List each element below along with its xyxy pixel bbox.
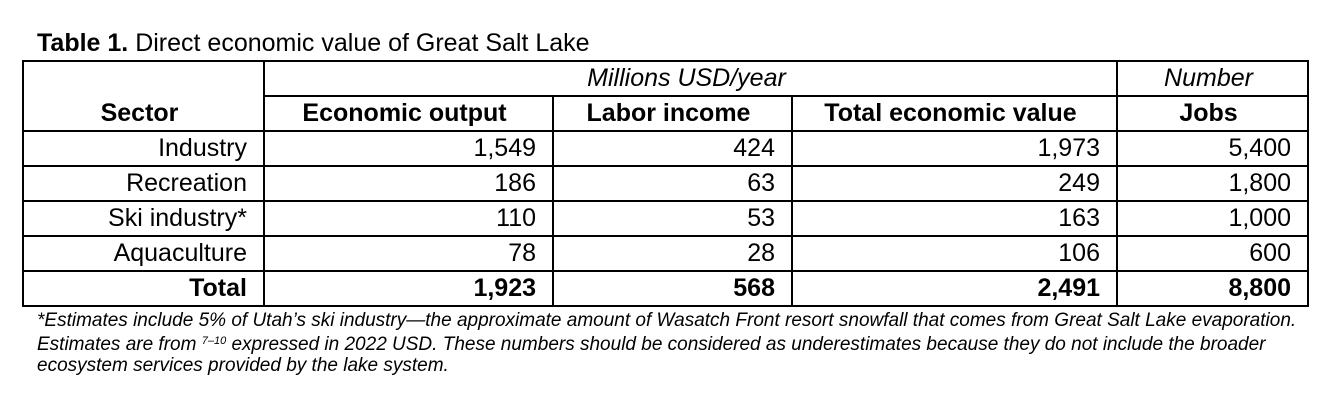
millions-usd-group-header: Millions USD/year (264, 61, 1117, 96)
sector-cell: Recreation (23, 166, 264, 201)
footnote-text-end: expressed in 2022 USD. These numbers should be considered as underestimates because they do not include the broader ecosystem services provided by the lake system. (37, 334, 1266, 376)
total-economic-value-total-cell: 2,491 (792, 271, 1117, 306)
column-header-sector: Sector (23, 96, 264, 131)
group-header-row (23, 61, 1308, 96)
table-caption-text: Direct economic value of Great Salt Lake (128, 29, 590, 57)
sector-cell: Industry (23, 131, 264, 166)
total-economic-value-cell: 106 (792, 236, 1117, 271)
total-label-cell: Total (23, 271, 264, 306)
labor-income-cell: 28 (553, 236, 792, 271)
table-caption-label: Table 1. (37, 29, 129, 57)
table-row (23, 131, 1308, 166)
economic-output-cell: 110 (264, 201, 553, 236)
jobs-cell: 5,400 (1117, 131, 1308, 166)
table-row (23, 201, 1308, 236)
table-footnote (37, 310, 1297, 376)
labor-income-cell: 53 (553, 201, 792, 236)
sector-cell: Ski industry* (23, 201, 264, 236)
table-caption (37, 28, 590, 58)
column-header-labor-income: Labor income (553, 96, 792, 131)
jobs-cell: 1,000 (1117, 201, 1308, 236)
total-jobs-cell: 8,800 (1117, 271, 1308, 306)
footnote-text-start: *Estimates include 5% of Utah’s ski industry—the approximate amount of Wasatch Front resort snowfall that comes from Great Salt Lake evaporation. Estimates are from (37, 310, 1297, 355)
labor-income-cell: 63 (553, 166, 792, 201)
sector-cell: Aquaculture (23, 236, 264, 271)
total-row (23, 271, 1308, 306)
total-economic-output-cell: 1,923 (264, 271, 553, 306)
sector-header-spacer (23, 61, 264, 96)
footnote-citation-superscript: 7–10 (201, 335, 227, 347)
total-economic-value-cell: 1,973 (792, 131, 1117, 166)
economic-output-cell: 78 (264, 236, 553, 271)
jobs-cell: 1,800 (1117, 166, 1308, 201)
labor-income-cell: 424 (553, 131, 792, 166)
column-header-row (23, 96, 1308, 131)
economic-output-cell: 186 (264, 166, 553, 201)
total-labor-income-cell: 568 (553, 271, 792, 306)
jobs-cell: 600 (1117, 236, 1308, 271)
economic-value-table (22, 60, 1309, 307)
column-header-total-economic-value: Total economic value (792, 96, 1117, 131)
column-header-jobs: Jobs (1117, 96, 1308, 131)
number-group-header: Number (1117, 61, 1308, 96)
column-header-economic-output: Economic output (264, 96, 553, 131)
table-row (23, 236, 1308, 271)
economic-output-cell: 1,549 (264, 131, 553, 166)
table-row (23, 166, 1308, 201)
total-economic-value-cell: 249 (792, 166, 1117, 201)
total-economic-value-cell: 163 (792, 201, 1117, 236)
